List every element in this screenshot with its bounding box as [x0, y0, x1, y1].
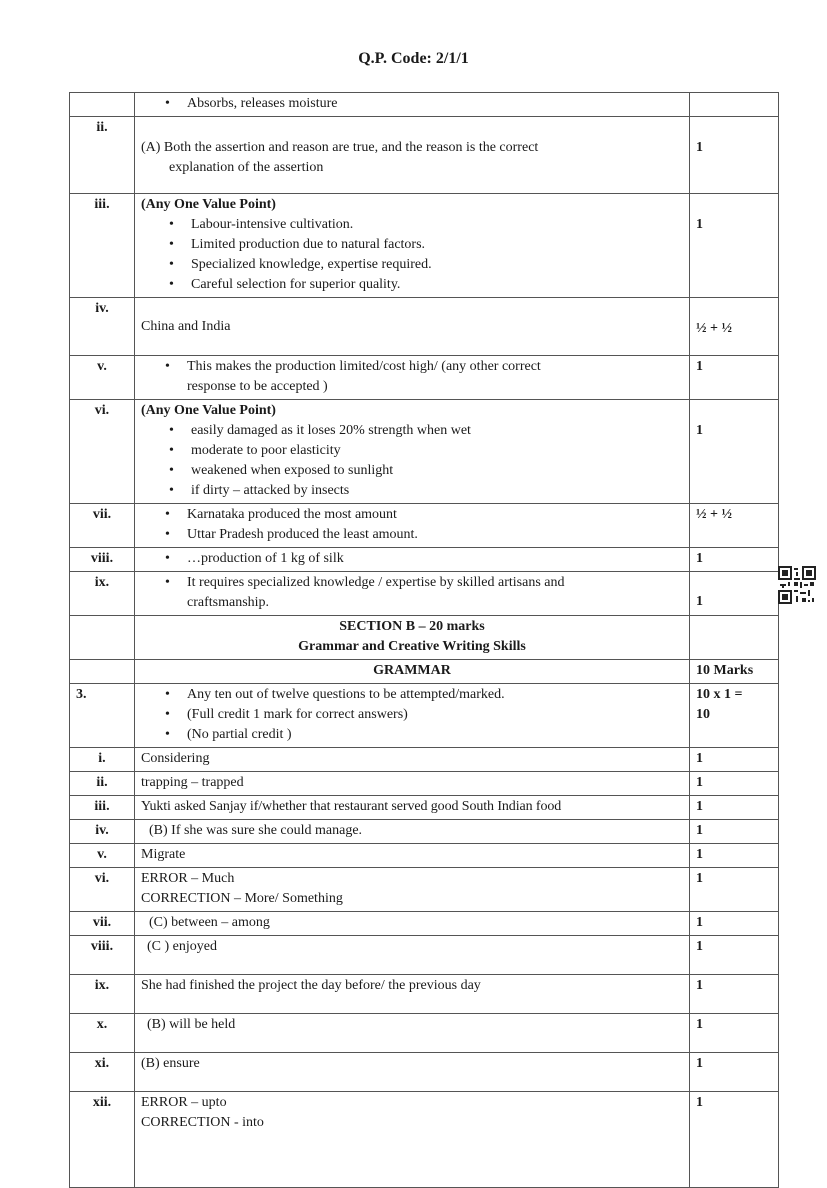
answer-text: (B) ensure: [135, 1053, 690, 1092]
question-number: v.: [70, 356, 135, 400]
table-row: [70, 504, 779, 548]
table-row: [70, 912, 779, 936]
question-number: ii.: [70, 117, 135, 194]
marks: ½ + ½: [696, 321, 732, 336]
question-number: vi.: [70, 868, 135, 912]
table-row: [70, 868, 779, 912]
marks: ½ + ½: [690, 504, 779, 548]
question-number: vii.: [70, 504, 135, 548]
table-row: [70, 684, 779, 748]
list-item: • weakened when exposed to sunlight: [191, 461, 683, 481]
marks: 1: [690, 1092, 779, 1188]
question-number: iv.: [70, 820, 135, 844]
list-item: • (No partial credit ): [187, 725, 683, 745]
table-row: [70, 844, 779, 868]
question-number: ix.: [70, 572, 135, 616]
answer-text: Considering: [135, 748, 690, 772]
table-row: [70, 796, 779, 820]
marks: 1: [690, 548, 779, 572]
question-number: iv.: [70, 298, 135, 356]
marks: 1: [690, 844, 779, 868]
marks: 1: [690, 356, 779, 400]
question-number: ii.: [70, 772, 135, 796]
marks: 1: [690, 936, 779, 975]
question-number: iii.: [70, 796, 135, 820]
table-row: [70, 356, 779, 400]
table-row: [70, 1092, 779, 1188]
marks: 1: [690, 772, 779, 796]
answer-text: Yukti asked Sanjay if/whether that restaurant served good South Indian food: [135, 796, 690, 820]
marks: 1: [690, 868, 779, 912]
marks: 1: [696, 217, 703, 232]
answer-text: (B) will be held: [135, 1014, 690, 1053]
table-row: [70, 748, 779, 772]
table-row: [70, 660, 779, 684]
list-item: • Absorbs, releases moisture: [187, 94, 683, 114]
marks: 1: [690, 912, 779, 936]
list-item: • if dirty – attacked by insects: [191, 481, 683, 501]
table-row: iv. China and India ½ + ½: [70, 298, 779, 356]
answer-text: ERROR – Much CORRECTION – More/ Something: [135, 868, 690, 912]
answer-text: ERROR – upto CORRECTION - into: [135, 1092, 690, 1188]
marks: 1: [690, 1014, 779, 1053]
answer-text: (C ) enjoyed: [135, 936, 690, 975]
table-row: [70, 1053, 779, 1092]
grammar-heading: GRAMMAR: [135, 660, 690, 684]
table-row: [70, 548, 779, 572]
qr-code-icon: [778, 566, 816, 604]
list-item: • Careful selection for superior quality.: [191, 275, 683, 295]
list-item: • Limited production due to natural factors.: [191, 235, 683, 255]
list-item: • It requires specialized knowledge / expertise by skilled artisans and craftsmanship.: [187, 573, 683, 613]
list-item: • Karnataka produced the most amount: [187, 505, 683, 525]
question-number: vi.: [70, 400, 135, 504]
answer-text: Migrate: [135, 844, 690, 868]
answer-text: trapping – trapped: [135, 772, 690, 796]
question-number: viii.: [70, 548, 135, 572]
marks: 1: [696, 423, 703, 438]
value-point-heading: (Any One Value Point): [141, 403, 276, 418]
section-heading: SECTION B – 20 marks Grammar and Creative Writing Skills: [135, 616, 690, 660]
question-number: ix.: [70, 975, 135, 1014]
marks: 1: [690, 1053, 779, 1092]
table-row: [70, 936, 779, 975]
marks: 10 Marks: [690, 660, 779, 684]
list-item: • Labour-intensive cultivation.: [191, 215, 683, 235]
question-number: 3.: [70, 684, 135, 748]
question-number: i.: [70, 748, 135, 772]
list-item: • …production of 1 kg of silk: [187, 549, 683, 569]
table-row: [70, 975, 779, 1014]
table-row: [70, 400, 779, 504]
list-item: • This makes the production limited/cost high/ (any other correct response to be accepted ): [187, 357, 683, 397]
question-number: x.: [70, 1014, 135, 1053]
answer-text: She had finished the project the day before/ the previous day: [135, 975, 690, 1014]
question-number: viii.: [70, 936, 135, 975]
marks: 1: [690, 796, 779, 820]
marks: 1: [690, 748, 779, 772]
list-item: • easily damaged as it loses 20% strength when wet: [191, 421, 683, 441]
question-paper-code: Q.P. Code: 2/1/1: [358, 50, 469, 67]
list-item: • Specialized knowledge, expertise required.: [191, 255, 683, 275]
table-row: [70, 93, 779, 117]
table-row: [70, 772, 779, 796]
question-number: vii.: [70, 912, 135, 936]
marking-scheme-table: [69, 92, 779, 1188]
marks: 1: [690, 820, 779, 844]
list-item: • Uttar Pradesh produced the least amount.: [187, 525, 683, 545]
question-number: xii.: [70, 1092, 135, 1188]
marks: 1: [696, 140, 703, 155]
table-row: [70, 820, 779, 844]
table-row: ii. (A) Both the assertion and reason are true, and the reason is the correct explanation of the assertion 1: [70, 117, 779, 194]
list-item: • moderate to poor elasticity: [191, 441, 683, 461]
answer-text: (C) between – among: [135, 912, 690, 936]
value-point-heading: (Any One Value Point): [141, 197, 276, 212]
answer-text: (B) If she was sure she could manage.: [135, 820, 690, 844]
question-number: xi.: [70, 1053, 135, 1092]
table-row: [70, 616, 779, 660]
question-number: iii.: [70, 194, 135, 298]
table-row: [70, 194, 779, 298]
table-row: [70, 572, 779, 616]
marks: 10 x 1 = 10: [690, 684, 779, 748]
list-item: • Any ten out of twelve questions to be attempted/marked.: [187, 685, 683, 705]
marks: 1: [690, 975, 779, 1014]
marks: 1: [696, 594, 703, 609]
question-number: v.: [70, 844, 135, 868]
list-item: • (Full credit 1 mark for correct answers): [187, 705, 683, 725]
table-row: [70, 1014, 779, 1053]
